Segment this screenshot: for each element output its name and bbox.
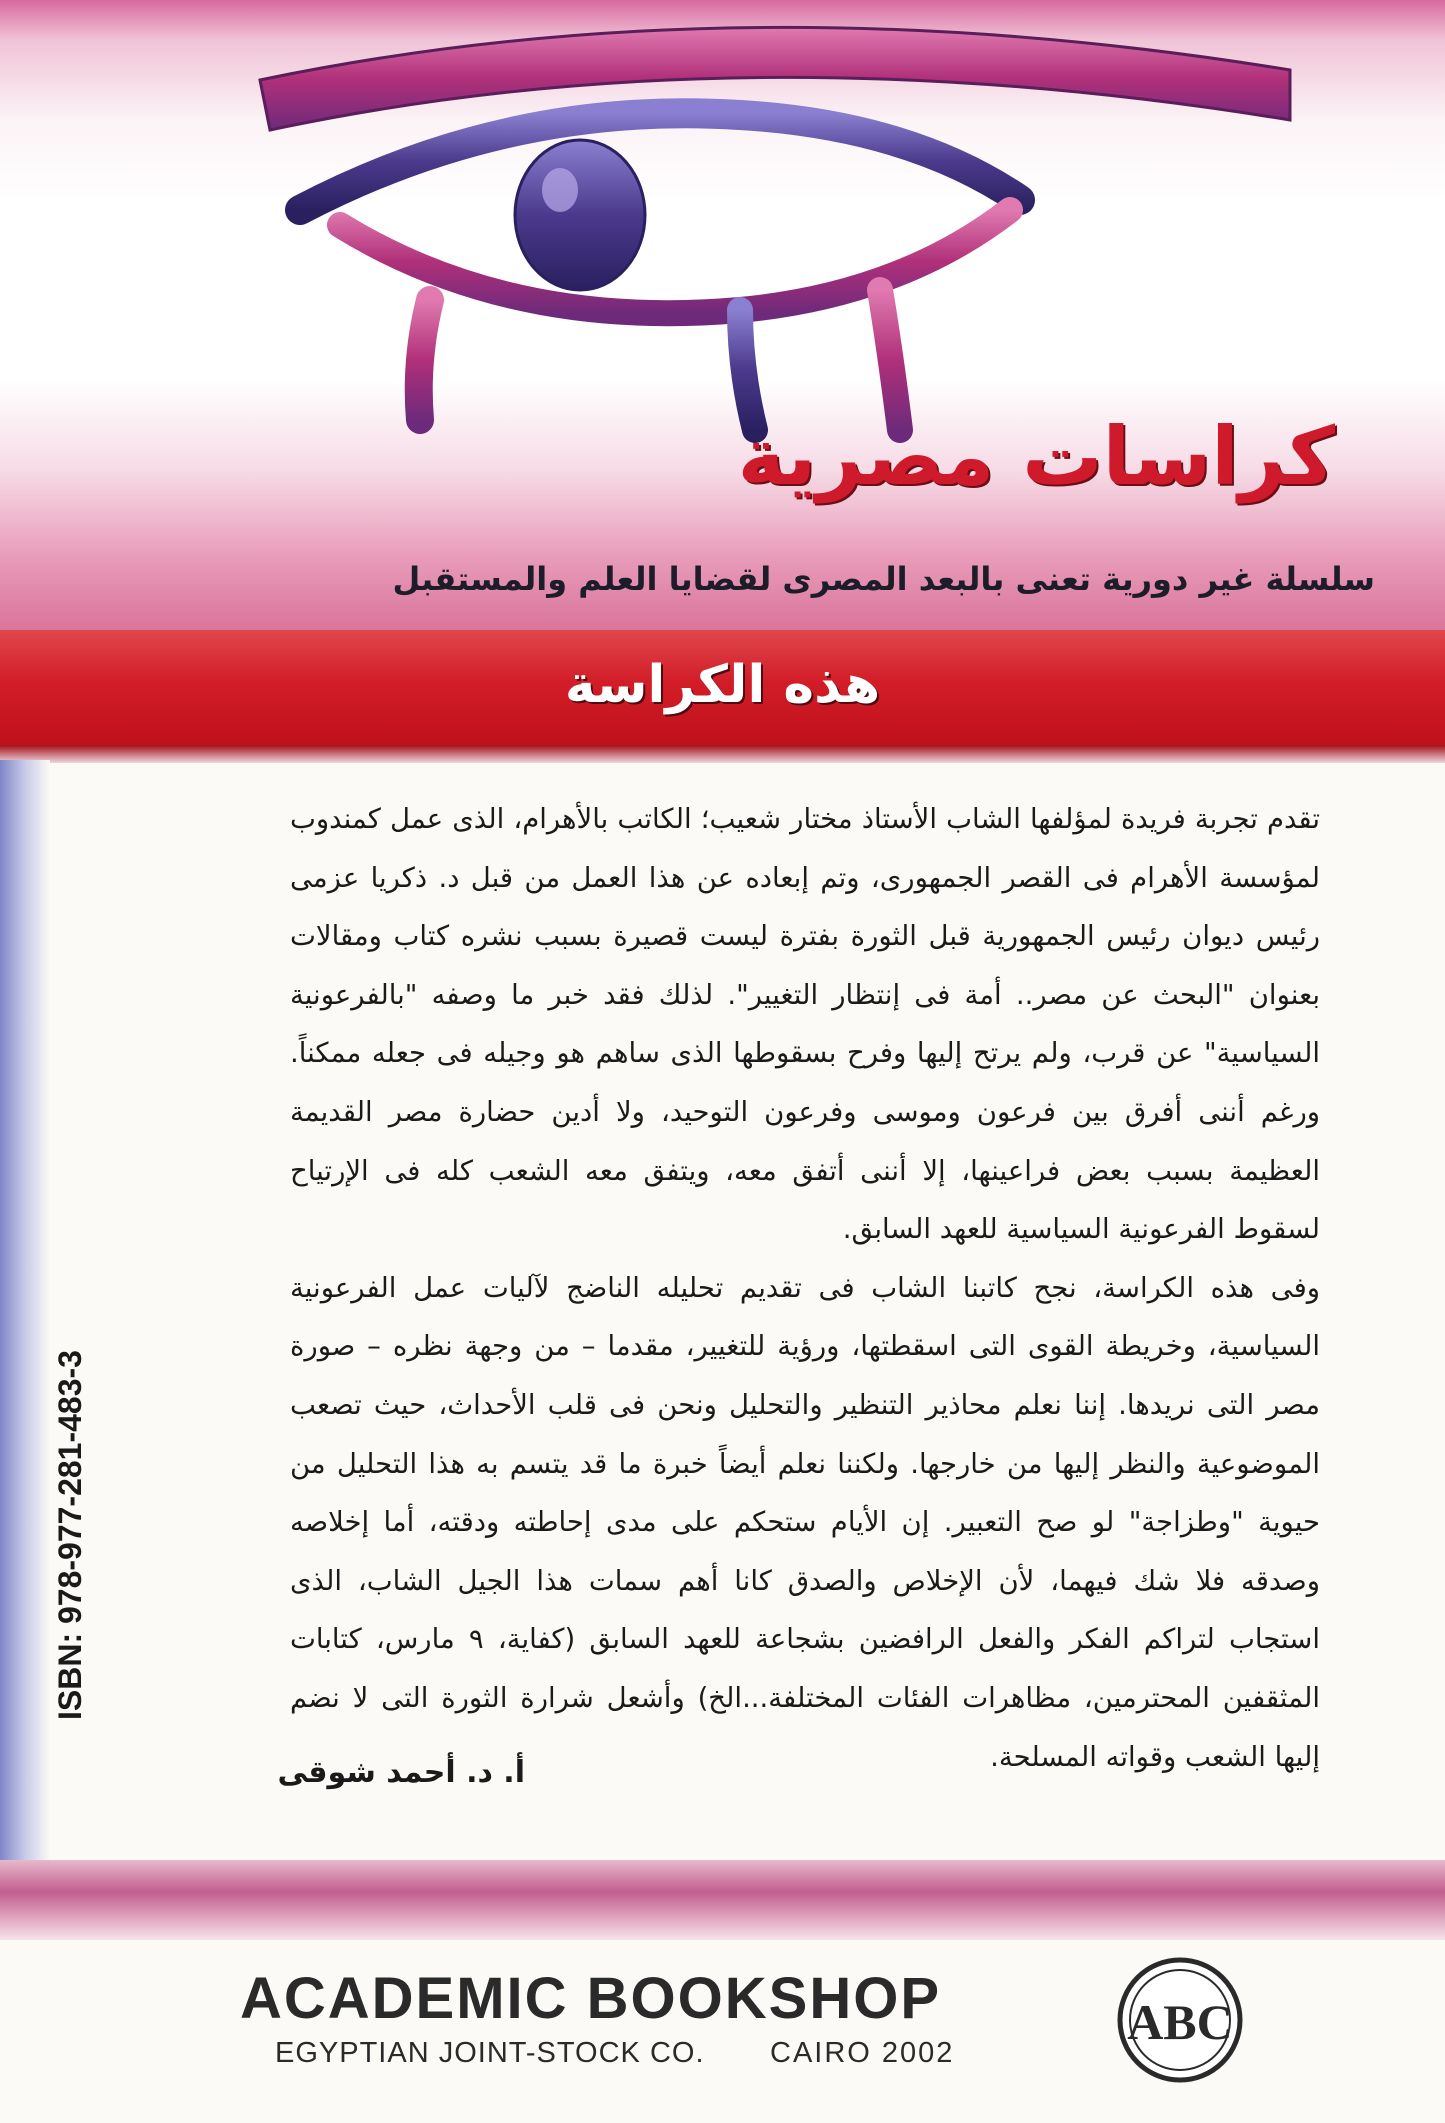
author-signature: أ. د. أحمد شوقى <box>277 1755 525 1790</box>
publisher-subtitle: EGYPTIAN JOINT-STOCK CO. <box>275 2037 705 2069</box>
abc-monogram-icon <box>1115 1955 1245 2085</box>
bottom-pink-band <box>0 1860 1445 1940</box>
eye-of-horus-icon <box>180 10 1350 450</box>
publisher-city-year: CAIRO 2002 <box>770 2037 955 2069</box>
blurb-text <box>290 790 1320 1786</box>
series-subtitle: سلسلة غير دورية تعنى بالبعد المصرى لقضايا العلم والمستقبل <box>392 560 1375 598</box>
publisher-name: ACADEMIC BOOKSHOP <box>240 1966 942 2031</box>
heading-band-shadow <box>0 745 1445 763</box>
blurb-paragraph-2: وفى هذه الكراسة، نجح كاتبنا الشاب فى تقديم تحليله الناضج لآليات عمل الفرعونية السياسية، وخريطة القوى التى اسقطتها، ورؤية للتغيير، مقدما – من وجهة نظره – صورة مصر التى نريدها. إننا نعلم محاذير التنظير والتحليل ونحن فى قلب الأحداث، حيث تصعب الموضوعية والنظر إليها من خارجها. ولكننا نعلم أيضاً خبرة ما قد يتسم به هذا التحليل من حيوية "وطزاجة" لو صح التعبير. إن الأيام ستحكم على مدى إحاطته ودقته، أما إخلاصه وصدقه فلا شك فيهما، لأن الإخلاص والصدق كانا أهم سمات هذا الجيل الشاب، الذى استجاب لتراكم الفكر والفعل الرافضين بشجاعة للعهد السابق (كفاية، ٩ مارس، كتابات المثقفين المحترمين، مظاهرات الفئات المختلفة...الخ) وأشعل شرارة الثورة التى لا نضم إليها الشعب وقواته المسلحة. <box>290 1271 1320 1773</box>
left-decorative-strip <box>0 760 50 1940</box>
publisher-logo-letters: ABC <box>1127 1994 1233 2050</box>
series-title: كراسات مصرية <box>737 410 1335 503</box>
isbn-label: ISBN: 978-977-281-483-3 <box>52 1350 88 1720</box>
blurb-paragraph-1: تقدم تجربة فريدة لمؤلفها الشاب الأستاذ مختار شعيب؛ الكاتب بالأهرام، الذى عمل كمندوب لمؤسسة الأهرام فى القصر الجمهورى، وتم إبعاده عن هذا العمل من قبل د. ذكريا عزمى رئيس ديوان رئيس الجمهورية قبل الثورة بفترة ليست قصيرة بسبب نشره كتاب ومقالات بعنوان "البحث عن مصر.. أمة فى إنتظار التغيير". لذلك فقد خبر ما وصفه "بالفرعونية السياسية" عن قرب، ولم يرتح إليها وفرح بسقوطها الذى ساهم هو وجيله فى جعله ممكناً. ورغم أننى أفرق بين فرعون وموسى وفرعون التوحيد، ولا أدين حضارة مصر القديمة العظيمة بسبب بعض فراعينها، إلا أننى أتفق معه، ويتفق معه الشعب كله فى الإرتياح لسقوط الفرعونية السياسية للعهد السابق. <box>290 803 1320 1246</box>
section-heading: هذه الكراسة <box>564 655 881 715</box>
